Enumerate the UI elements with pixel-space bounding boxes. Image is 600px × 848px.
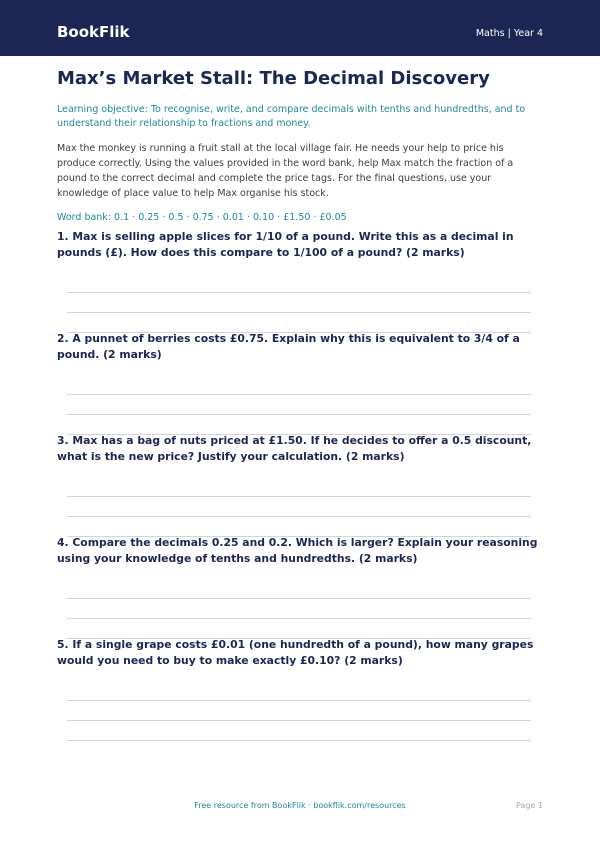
answer-line[interactable] <box>67 516 531 517</box>
question-3: 3. Max has a bag of nuts priced at £1.50. If he decides to offer a 0.5 discount, what is the new price? Justify your calculation. (2 marks) <box>57 434 532 463</box>
question-2: 2. A punnet of berries costs £0.75. Explain why this is equivalent to 3/4 of a pound. (2 marks) <box>57 332 520 361</box>
answer-line[interactable] <box>67 740 531 741</box>
subject-label: Maths | Year 4 <box>475 28 543 39</box>
learning-objective: Learning objective: To recognise, write, and compare decimals with tenths and hundredths, and to understand their relationship to fractions and money. <box>57 104 526 129</box>
intro-section <box>57 63 543 225</box>
question-5: 5. If a single grape costs £0.01 (one hundredth of a pound), how many grapes would you need to buy to make exactly £0.10? (2 marks) <box>57 638 534 667</box>
answer-line[interactable] <box>67 618 531 619</box>
answer-line[interactable] <box>67 414 531 415</box>
header-bar <box>0 0 600 56</box>
answer-line[interactable] <box>67 292 531 293</box>
footer-text: Free resource from BookFlik · bookflik.com/resources <box>194 801 406 810</box>
word-bank: Word bank: 0.1 · 0.25 · 0.5 · 0.75 · 0.01 · 0.10 · £1.50 · £0.05 <box>57 212 347 223</box>
answer-line[interactable] <box>67 496 531 497</box>
answer-line[interactable] <box>67 598 531 599</box>
question-4: 4. Compare the decimals 0.25 and 0.2. Which is larger? Explain your reasoning using your knowledge of tenths and hundredths. (2 marks) <box>57 536 538 565</box>
answer-line[interactable] <box>67 394 531 395</box>
page-title: Max’s Market Stall: The Decimal Discovery <box>57 68 490 89</box>
question-1: 1. Max is selling apple slices for 1/10 of a pound. Write this as a decimal in pounds (£). How does this compare to 1/100 of a pound? (2 marks) <box>57 230 514 259</box>
answer-line[interactable] <box>67 312 531 313</box>
answer-line[interactable] <box>67 700 531 701</box>
intro-text: Max the monkey is running a fruit stall at the local village fair. He needs your help to price his produce correctly. Using the values provided in the word bank, help Max match the fraction of a pound to the correct decimal and complete the price tags. For the final questions, use your knowledge of place value to help Max organise his stock. <box>57 143 514 199</box>
answer-line[interactable] <box>67 720 531 721</box>
page-number: Page 1 <box>516 801 543 810</box>
brand-logo: BookFlik <box>57 23 130 41</box>
